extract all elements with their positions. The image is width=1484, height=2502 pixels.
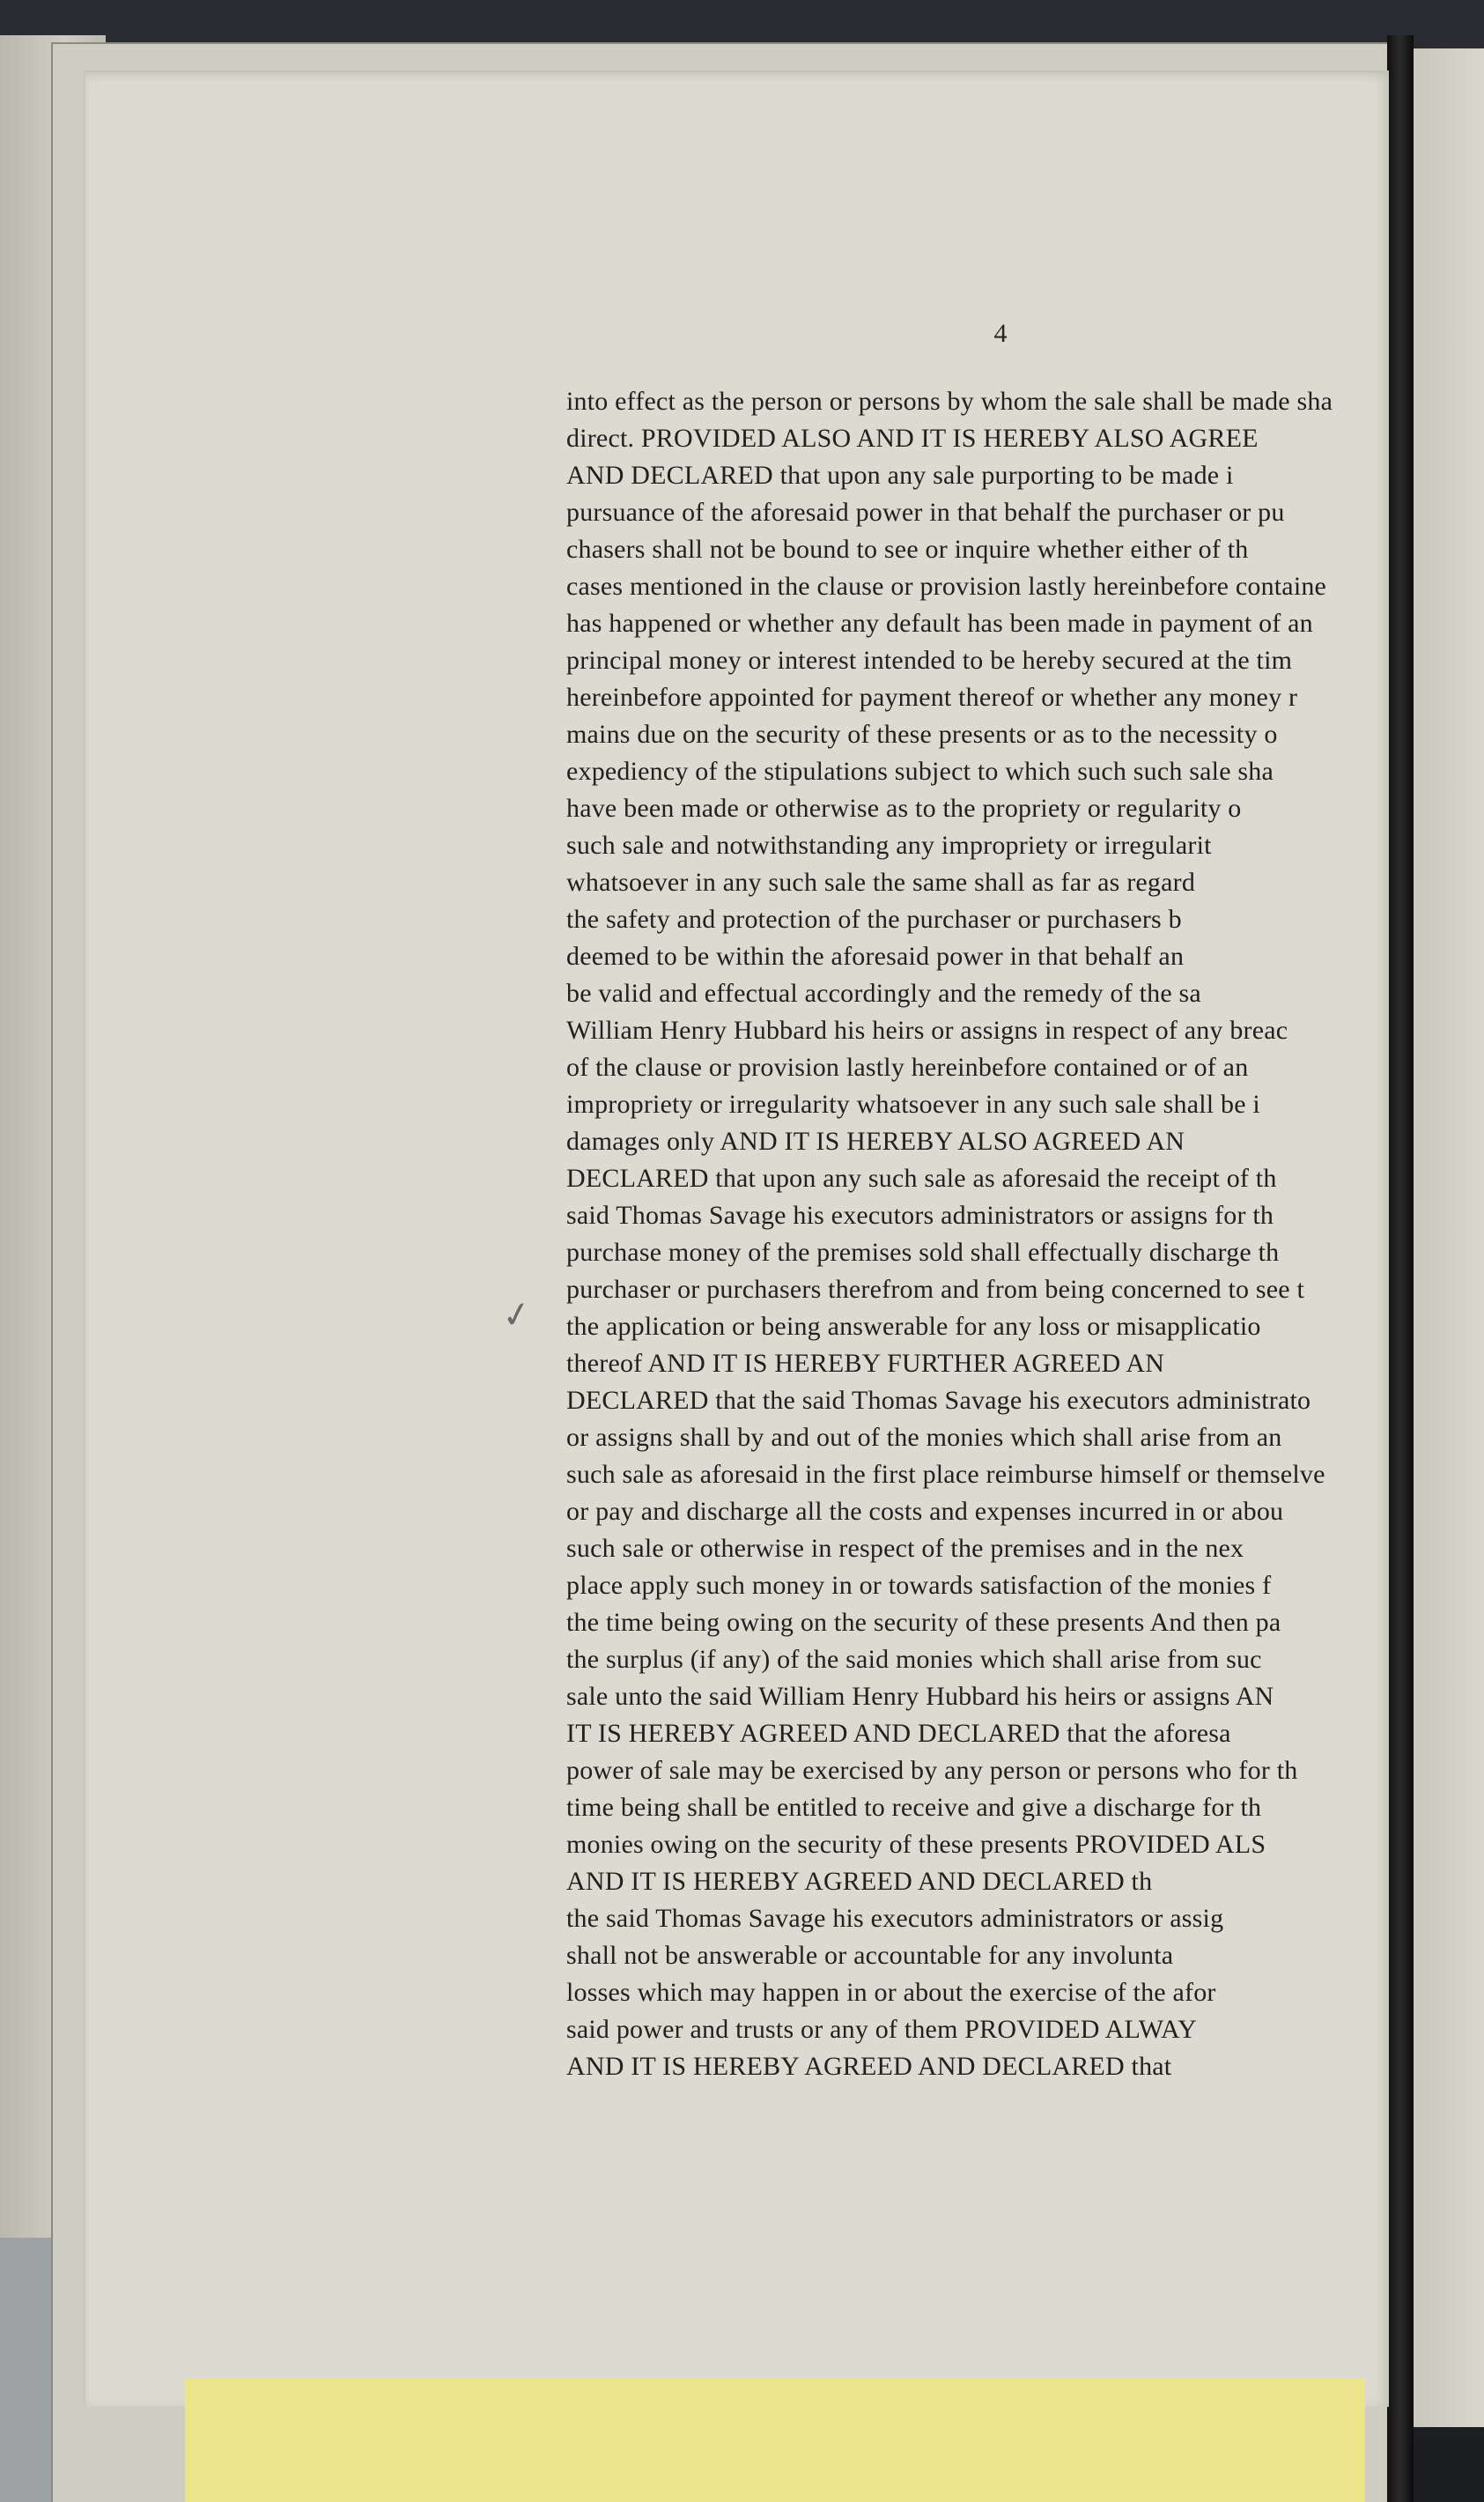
text-line: hereinbefore appointed for payment thereof or whether any money r [566,683,1298,712]
text-line: purchaser or purchasers therefrom and from being concerned to see t [566,1275,1305,1304]
text-line: or pay and discharge all the costs and expenses incurred in or abou [566,1497,1284,1526]
text-line: time being shall be entitled to receive and give a discharge for th [566,1793,1262,1822]
body-text [566,383,1399,2085]
text-line: into effect as the person or persons by whom the sale shall be made sha [566,387,1333,416]
text-line: have been made or otherwise as to the propriety or regularity o [566,794,1242,823]
text-line: DECLARED that the said Thomas Savage his executors administrato [566,1386,1311,1415]
text-line: mains due on the security of these presents or as to the necessity o [566,720,1278,749]
text-line: of the clause or provision lastly hereinbefore contained or of an [566,1053,1249,1082]
margin-check-mark: ✓ [498,1292,535,1338]
text-line: or assigns shall by and out of the monies which shall arise from an [566,1423,1282,1452]
text-line: be valid and effectual accordingly and the remedy of the sa [566,979,1201,1008]
text-line: the surplus (if any) of the said monies which shall arise from suc [566,1645,1262,1674]
text-line: sale unto the said William Henry Hubbard his heirs or assigns AN [566,1682,1274,1711]
text-line: shall not be answerable or accountable for any involunta [566,1941,1174,1970]
text-line: damages only AND IT IS HEREBY ALSO AGREED AN [566,1127,1185,1156]
text-line: William Henry Hubbard his heirs or assigns in respect of any breac [566,1016,1288,1045]
text-line: place apply such money in or towards satisfaction of the monies f [566,1571,1272,1600]
text-line: AND IT IS HEREBY AGREED AND DECLARED th [566,1867,1153,1896]
text-line: has happened or whether any default has been made in payment of an [566,609,1313,638]
text-line: direct. PROVIDED ALSO AND IT IS HEREBY ALSO AGREE [566,424,1259,453]
text-line: the said Thomas Savage his executors administrators or assig [566,1904,1224,1933]
sticky-note-tab [185,2379,1365,2502]
text-line: such sale and notwithstanding any impropriety or irregularit [566,831,1212,860]
facing-page-edge [1414,48,1484,2427]
text-line: the time being owing on the security of these presents And then pa [566,1608,1281,1637]
text-line: such sale as aforesaid in the first place reimburse himself or themselve [566,1460,1325,1489]
text-line: IT IS HEREBY AGREED AND DECLARED that the aforesa [566,1719,1231,1748]
page-number: 4 [993,319,1008,348]
text-line: AND IT IS HEREBY AGREED AND DECLARED that [566,2052,1172,2081]
text-line: principal money or interest intended to be hereby secured at the tim [566,646,1293,675]
text-line: losses which may happen in or about the exercise of the afor [566,1978,1216,2007]
text-line: deemed to be within the aforesaid power in that behalf an [566,942,1185,971]
text-line: expediency of the stipulations subject to which such such sale sha [566,757,1274,786]
text-line: thereof AND IT IS HEREBY FURTHER AGREED AN [566,1349,1165,1378]
text-line: chasers shall not be bound to see or inquire whether either of th [566,535,1249,564]
text-line: purchase money of the premises sold shall effectually discharge th [566,1238,1280,1267]
text-line: such sale or otherwise in respect of the premises and in the nex [566,1534,1244,1563]
text-line: said power and trusts or any of them PROVIDED ALWAY [566,2015,1197,2044]
text-line: pursuance of the aforesaid power in that behalf the purchaser or pu [566,498,1285,527]
text-line: AND DECLARED that upon any sale purporting to be made i [566,461,1234,490]
text-line: the safety and protection of the purchaser or purchasers b [566,905,1182,934]
text-line: monies owing on the security of these presents PROVIDED ALS [566,1830,1266,1859]
text-line: impropriety or irregularity whatsoever in any such sale shall be i [566,1090,1260,1119]
text-line: power of sale may be exercised by any person or persons who for th [566,1756,1298,1785]
text-line: said Thomas Savage his executors administrators or assigns for th [566,1201,1274,1230]
text-line: cases mentioned in the clause or provision lastly hereinbefore containe [566,572,1327,601]
text-line: DECLARED that upon any such sale as aforesaid the receipt of th [566,1164,1277,1193]
text-line: the application or being answerable for any loss or misapplicatio [566,1312,1261,1341]
text-line: whatsoever in any such sale the same shall as far as regard [566,868,1196,897]
